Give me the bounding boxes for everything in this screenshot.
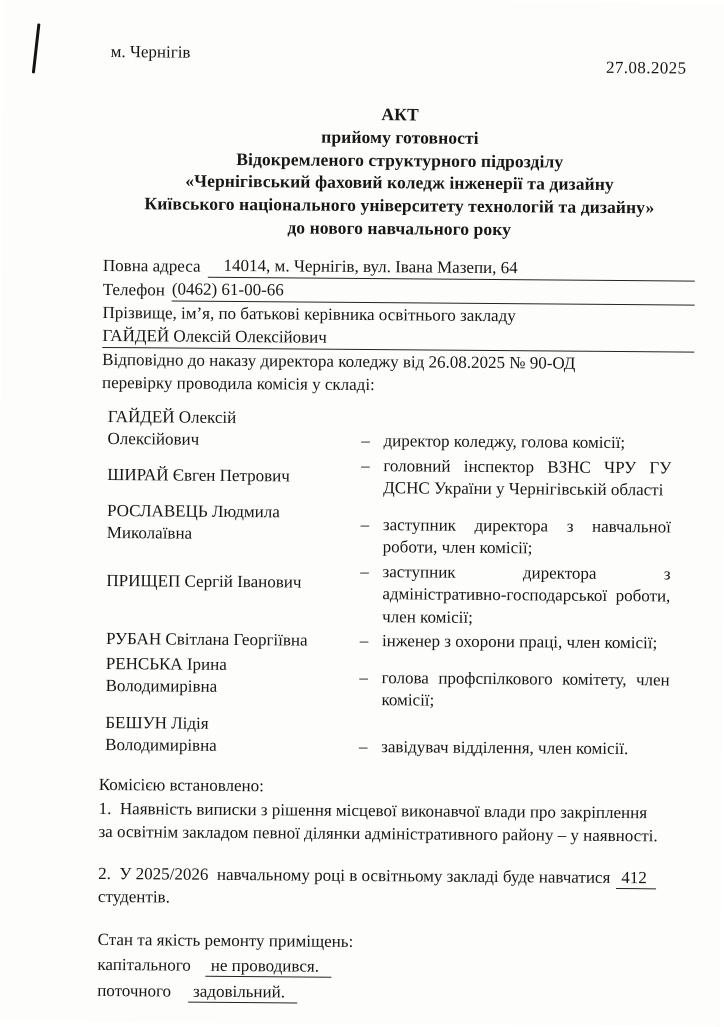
commission-member-row [99, 712, 691, 762]
member-name: РУБАН Світлана Георгіївна [105, 629, 308, 650]
member-role: заступник директора з адміністративно-господарської роботи, член комісії; [382, 561, 671, 627]
member-name: РЕНСЬКА Ірина Володимирівна [105, 653, 227, 697]
member-role: головний інспектор ВЗНС ЧРУ ГУ ДСНС України у Чернігівській області [383, 455, 672, 500]
member-name: БЕШУН Лідія Володимирівна [105, 712, 217, 756]
document-title [103, 101, 696, 242]
finding-item-1 [98, 797, 690, 848]
member-role: інженер з охорони праці, член комісії; [381, 631, 658, 653]
head-name: ГАЙДЕЙ Олексій Олексійович [102, 324, 694, 353]
details-block [102, 253, 695, 399]
member-name: РОСЛАВЕЦЬ Людмила Миколаївна [106, 500, 280, 543]
title-line-act: АКТ [381, 104, 419, 125]
phone-value: (0462) 61-00-66 [172, 277, 695, 305]
commission-member-row [99, 653, 691, 715]
finding-item-2-line-2: студентів. [97, 886, 170, 907]
capital-repair-line [97, 953, 689, 982]
finding-item-2-line-1 [98, 862, 690, 890]
member-role: голова профспілкового комітету, член комісії; [381, 667, 670, 710]
current-repair-label: поточного [97, 980, 172, 1001]
member-role: заступник директора з навчальної роботи, член комісії; [382, 514, 671, 558]
dash-separator: – [358, 737, 368, 757]
finding-item-1-line-1: 1. Наявність виписки з рішення місцевої виконавчої влади про закріплення [98, 798, 648, 823]
document-content [97, 40, 697, 1008]
capital-repair-label: капітального [97, 955, 191, 975]
current-repair-value: задовільний. [188, 981, 297, 1003]
order-line-2: перевірку проводила комісія у складі: [101, 372, 375, 394]
member-name: ШИРАЙ Євген Петрович [107, 464, 290, 486]
current-repair-line [97, 979, 689, 1008]
member-name: ГАЙДЕЙ Олексій Олексійович [107, 406, 237, 450]
commission-member-row [100, 559, 693, 631]
dash-separator: – [361, 431, 370, 451]
title-line-subtitle: прийому готовності [321, 126, 479, 148]
findings-block [98, 773, 691, 913]
pen-mark [32, 23, 40, 73]
dash-separator: – [360, 561, 369, 581]
title-line-year: до нового навчального року [287, 217, 512, 240]
title-line-unit: Відокремленого структурного підрозділу [236, 148, 564, 172]
commission-member-row [101, 453, 693, 503]
member-role: завідувач відділення, член комісії. [381, 737, 629, 759]
students-count-value: 412 [616, 868, 656, 889]
phone-label: Телефон [102, 279, 165, 300]
member-role: директор коледжу, голова комісії; [383, 431, 626, 453]
title-line-university: Київського національного університету технологій та дизайну» [144, 193, 655, 218]
capital-repair-value: не проводився. [206, 956, 331, 978]
repairs-block [97, 928, 690, 1008]
order-line-1: Відповідно до наказу директора коледжу від 26.08.2025 № 90-ОД [102, 349, 576, 373]
dash-separator: – [361, 455, 370, 475]
address-label: Повна адреса [102, 255, 201, 276]
repairs-heading: Стан та якість ремонту приміщень: [97, 929, 354, 951]
member-name: ПРИЩЕП Сергій Іванович [106, 570, 302, 592]
address-value: 14014, м. Чернігів, вул. Івана Мазепи, 64 [208, 254, 696, 282]
head-caption: Прізвище, ім’я, по батькові керівника освітнього закладу [102, 302, 516, 325]
findings-heading: Комісією встановлено: [98, 774, 265, 796]
document-date: 27.08.2025 [605, 57, 687, 78]
finding-item-2 [98, 862, 690, 913]
finding-item-2-text: 2. У 2025/2026 навчальному році в освітньому закладі буде навчатися [98, 863, 611, 887]
commission-member-row [100, 628, 692, 655]
commission-list [99, 406, 694, 762]
commission-member-row [101, 500, 693, 562]
dash-separator: – [359, 631, 369, 651]
dash-separator: – [359, 667, 369, 687]
dash-separator: – [360, 514, 370, 534]
finding-item-1-line-2: за освітнім закладом певної ділянки адміністративного району – у наявності. [98, 821, 658, 846]
document-header [104, 40, 696, 80]
document-place: м. Чернігів [110, 42, 191, 62]
commission-member-row [101, 406, 693, 456]
title-line-college: «Чернігівський фаховий коледж інженерії та дизайну [185, 170, 614, 195]
